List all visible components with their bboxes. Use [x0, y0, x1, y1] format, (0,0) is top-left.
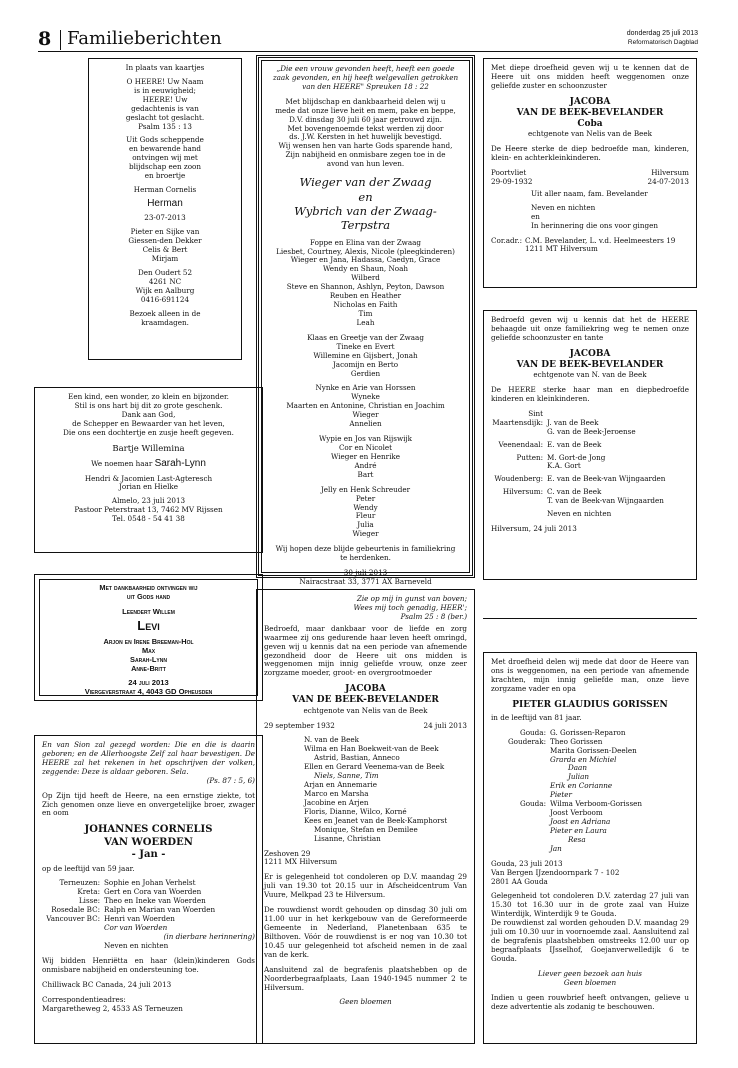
page-number: 8 — [38, 28, 52, 50]
ad-death-van-woerden — [34, 735, 263, 1044]
text-line: Stil is ons hart bij dit zo grote geschenk. — [74, 400, 223, 410]
family-names: Sophie en Johan Verhelst — [104, 878, 196, 888]
ad-text — [42, 393, 255, 438]
text-line: C.M. Bevelander, L. v.d. Heelmeesters 19 — [525, 235, 676, 245]
bible-quote: „Die een vrouw gevonden heeft, heeft een goede zaak gevonden, en hij heeft welgevallen getrokken van den HEERE" Spreuken 18 : 22 — [272, 64, 459, 91]
family-row — [491, 454, 689, 463]
text-line: geslacht tot geslacht. — [125, 112, 205, 122]
family-place — [505, 836, 550, 845]
text-line: Giessen-den Dekker — [128, 236, 202, 246]
bible-quote: En van Sion zal gezegd worden: Die en die is daarin geboren; en de Allerhoogste Zelf zal haar bevestigen. De HEERE zal het rekenen in het opschrijven der volken, zeggende: Deze is aldaar geboren. Sela. — [42, 740, 255, 776]
family-place: Woudenberg: — [494, 474, 543, 484]
text-line: 4261 NC — [148, 276, 182, 286]
ad-place: Hilversum, 24 juli 2013 — [491, 524, 577, 534]
text-line: te herdenken. — [340, 553, 391, 563]
text-line: Zeshoven 29 — [264, 848, 311, 858]
text-line: Arjon en Irene Breeman-Hol — [103, 636, 194, 646]
text-line: Neven en nichten — [531, 202, 596, 212]
ad-death-gorissen — [483, 652, 697, 1044]
life-dates — [264, 722, 467, 731]
family-names: Neven en nichten — [104, 940, 169, 950]
family-names: Cor van Woerden — [104, 923, 168, 933]
family-place — [491, 497, 547, 506]
deceased-callname: - Jan - — [131, 849, 166, 861]
birth-date: 29 september 1932 — [264, 720, 335, 730]
family-place — [491, 428, 547, 437]
family-row — [491, 441, 689, 450]
family-names: Grarda en Michiel — [550, 754, 617, 764]
text-line: Peter — [355, 493, 376, 503]
family-names: (in dierbare herinnering) — [163, 932, 255, 941]
text-line: en bewarende hand — [128, 144, 202, 154]
family-place — [42, 933, 104, 942]
ad-age: op de leeftijd van 59 jaar. — [42, 863, 135, 873]
family-names: Wilma Verboom-Gorissen — [550, 799, 643, 809]
family-place: Putten: — [516, 452, 543, 462]
family-place — [505, 747, 550, 756]
family-names: Pieter en Laura — [550, 825, 607, 835]
family-row — [505, 836, 689, 845]
family-names: E. van de Beek-van Wijngaarden — [547, 474, 666, 484]
ad-date: 30 juli 2013 — [343, 568, 388, 578]
spouse-line: echtgenote van N. van de Beek — [533, 370, 647, 380]
ad-body — [268, 98, 463, 169]
family-place: Gouderak: — [507, 736, 546, 746]
family-place — [505, 827, 550, 836]
text-line: Zijn nabijheid en onmisbare zegen toe in de — [285, 150, 446, 160]
correspondence-address — [525, 237, 689, 255]
ad-address: Nairacstraat 33, 3771 AX Barneveld — [299, 576, 432, 586]
bible-quote — [264, 595, 467, 622]
deceased-surname: VAN DE BEEK-BEVELANDER — [292, 695, 439, 706]
text-line: Jacomijn en Berto — [332, 359, 399, 369]
family-names: G. Gorissen-Reparon — [550, 727, 626, 737]
death-place: Hilversum — [651, 168, 689, 177]
family-member: Wilma en Han Boekweit-van de Beek — [304, 744, 439, 754]
ad-death-jacoba-family — [256, 589, 475, 1044]
text-line: Sarah-Lynn — [130, 655, 167, 665]
header-divider — [60, 30, 61, 50]
family-row — [491, 497, 689, 506]
text-line: In herinnering die ons voor gingen — [531, 220, 658, 230]
text-line: Hendri & Jacomien Last-Agteresch — [84, 473, 213, 483]
family-list — [491, 190, 689, 231]
ad-body: Bedroefd geven wij u kennis dat het de HEERE behaagde uit onze familiekring weg te nemen onze geliefde schoonzuster en tante — [491, 315, 689, 342]
section-title: Familieberichten — [67, 28, 222, 49]
text-line: en — [531, 211, 540, 221]
ad-closing: Wij bidden Henriëtta en haar (klein)kinderen Gods onmisbare nabijheid en ondersteuning toe. — [42, 955, 255, 974]
deceased-surname: VAN DE BEEK-BEVELANDER — [516, 107, 664, 118]
text-line: Van Bergen IJzendoornpark 7 - 102 — [491, 867, 620, 877]
text-line: Terpstra — [340, 218, 391, 233]
ad-address: Viergeverstraat 4, 4043 GD Opheusden — [84, 686, 213, 696]
text-line: Uit aller naam, fam. Bevelander — [531, 188, 648, 198]
text-line: 2801 AA Gouda — [491, 876, 548, 886]
couple-names — [268, 175, 463, 233]
ad-birth-herman — [88, 58, 242, 360]
family-list — [268, 435, 463, 480]
correspondence-label: Cor.adr.: — [491, 235, 522, 245]
text-line: Wieger en Jana, Hadassa, Caedyn, Grace — [290, 255, 441, 265]
ad-closing — [268, 545, 463, 563]
text-line: Nynke en Arie van Horssen — [315, 383, 416, 393]
family-row — [491, 462, 689, 471]
ad-address — [264, 850, 467, 868]
text-line: en broertje — [144, 171, 186, 181]
family-member: Niels, Sanne, Tim — [314, 771, 379, 781]
text-line: Reuben en Heather — [329, 291, 402, 301]
ad-birth-sarah-lynn — [34, 387, 263, 553]
text-line: Wypie en Jos van Rijswijk — [319, 434, 412, 444]
text-line: Leah — [356, 317, 375, 327]
text-line: 1211 MX Hilversum — [264, 857, 338, 867]
family-place: Sint — [528, 408, 543, 418]
text-line: Wendy en Shaun, Noah — [323, 264, 408, 274]
text-line: Wees mij toch genadig, HEER'; — [353, 602, 467, 612]
text-line: Klaas en Greetje van der Zwaag — [307, 332, 424, 342]
text-line: Wilberd — [351, 273, 380, 283]
text-line: Wieger en Henrike — [330, 451, 401, 461]
text-line: gedachtenis is van — [131, 103, 199, 113]
call-name-prefix: We noemen haar — [91, 459, 155, 469]
family-row — [491, 475, 689, 484]
family-place: Vancouver BC: — [46, 914, 100, 924]
ad-closing: Geen bloemen — [339, 997, 392, 1007]
family-row — [491, 428, 689, 437]
text-line: Wendy — [353, 502, 378, 512]
text-line: Gerdien — [350, 368, 381, 378]
text-line: André — [354, 460, 377, 470]
correspondence-address: Margaretheweg 2, 4533 AS Terneuzen — [42, 1003, 183, 1013]
text-line: Celis & Bert — [142, 245, 188, 255]
call-name — [42, 458, 255, 470]
ad-text — [44, 583, 253, 601]
deceased-name: JOHANNES CORNELIS — [84, 824, 213, 836]
correspondence-label: Correspondentieadres: — [42, 994, 126, 1004]
family-names: C. van de Beek — [547, 487, 602, 497]
text-line: Met blijdschap en dankbaarheid delen wij u — [285, 96, 446, 106]
text-line: Wieger van der Zwaag — [299, 175, 432, 190]
family-names: Neven en nichten — [547, 509, 612, 519]
family-place: Gouda: — [519, 727, 546, 737]
ad-paragraph: De rouwdienst zal worden gehouden D.V. maandag 29 juli om 10.30 uur in voornoemde zaal. Aansluitend zal de begrafenis plaatshebben omstreeks 12.00 uur op begraafplaats IJsselhof, Goejanverwelledijk 6 te Gouda. — [491, 918, 689, 963]
text-line: D.V. dinsdag 30 juli 60 jaar getrouwd zijn. — [289, 114, 442, 124]
text-line: Geen bloemen — [563, 977, 617, 987]
family-place — [505, 809, 550, 818]
text-line: Bart — [357, 469, 374, 479]
text-line: Liesbet, Courtney, Alexis, Nicole (pleegkinderen) — [276, 246, 455, 256]
text-line: Tim — [358, 309, 373, 319]
text-line: Jorian en Hielke — [118, 482, 179, 492]
header-date: donderdag 25 juli 2013 — [626, 30, 698, 37]
deceased-name: PIETER GLAUDIUS GORISSEN — [512, 699, 668, 710]
ad-body: Op Zijn tijd heeft de Heere, na een ernstige ziekte, tot Zich genomen onze lieve en onvergetelijke broer, zwager en oom — [42, 790, 255, 818]
family-place: Lisse: — [78, 896, 100, 906]
child-name: Bartje Willemina — [112, 443, 185, 454]
text-line: Pastoor Peterstraat 13, 7462 MV Rijssen — [74, 505, 223, 515]
family-names: Theo Gorissen — [550, 736, 603, 746]
text-line: avond van hun leven. — [326, 159, 405, 169]
family-names: G. van de Beek-Jeroense — [547, 426, 636, 436]
family-place: Hilversum: — [502, 487, 543, 497]
text-line: Wij hopen deze blijde gebeurtenis in familiekring — [275, 544, 456, 554]
spouse-line: echtgenote van Nelis van de Beek — [528, 129, 652, 139]
ad-place: Chilliwack BC Canada, 24 juli 2013 — [42, 979, 172, 989]
text-line: Pieter en Sijke van — [130, 227, 200, 237]
family-member: Marco en Marsha — [304, 788, 369, 798]
text-line: Annelien — [349, 419, 382, 429]
family-names: Erik en Corianne — [550, 781, 613, 791]
ad-closing — [491, 970, 689, 988]
family-place: Terneuzen: — [59, 878, 100, 888]
family-place — [491, 510, 547, 519]
text-line: Wyneke — [351, 392, 380, 402]
family-list — [268, 239, 463, 328]
family-place — [505, 818, 550, 827]
text-line: Die ons een dochtertje en zusje heeft gegeven. — [63, 427, 234, 437]
family-member: Astrid, Bastian, Anneco — [314, 753, 400, 763]
text-line: Met dankbaarheid ontvingen wij — [99, 583, 198, 592]
text-line: mede dat onze lieve heit en mem, pake en beppe, — [275, 105, 456, 115]
birth-place: Poortvliet — [491, 168, 527, 177]
text-line: Cor en Nicolet — [338, 443, 393, 452]
family-place: Veenendaal: — [498, 439, 543, 449]
family-list — [264, 736, 467, 843]
text-line: Wijk en Aalburg — [135, 285, 195, 295]
text-line: Psalm 25 : 8 (ber.) — [400, 611, 467, 621]
family-member: Lisanne, Christian — [314, 833, 381, 843]
ad-paragraph: De Heere sterke de diep bedroefde man, kinderen, klein- en achterkleinkinderen. — [491, 144, 689, 163]
ad-birth-levi — [34, 574, 263, 701]
ad-text — [42, 475, 255, 525]
ad-paragraph: De HEERE sterke haar man en diepbedroefde kinderen en kleinkinderen. — [491, 385, 689, 403]
family-list — [491, 729, 689, 854]
family-names: Julian — [568, 772, 590, 782]
text-line: Nicholas en Faith — [333, 300, 398, 310]
family-names: Jan — [550, 843, 562, 853]
ad-body: Met diepe droefheid geven wij u te kennen dat de Heere uit ons midden heeft weggenomen onze geliefde zuster en schoonzuster — [491, 63, 689, 90]
text-line: is in eeuwigheid; — [134, 85, 196, 95]
family-names: J. van de Beek — [547, 417, 599, 427]
family-names: T. van de Beek-van Wijngaarden — [547, 496, 664, 506]
family-place — [505, 756, 550, 765]
text-line: Dank aan God, — [121, 409, 176, 419]
text-line: Herman Cornelis — [133, 185, 197, 195]
family-row — [42, 942, 255, 951]
ad-paragraph: Gelegenheid tot condoleren D.V. zaterdag 27 juli van 15.30 tot 16.30 uur in de grote zaal van Huize Winterdijk, Winterdijk 9 te Gouda. — [491, 891, 689, 919]
ad-date: 24 juli 2013 — [128, 677, 169, 687]
ad-death-coba — [483, 58, 697, 288]
deceased-callname: Coba — [577, 119, 603, 130]
text-line: Jelly en Henk Schreuder — [320, 484, 411, 494]
text-line: blijdschap een zoon — [128, 162, 202, 172]
text-line: uit Gods hand — [126, 592, 171, 602]
family-names: Joost Verboom — [550, 808, 603, 818]
family-place — [505, 773, 550, 782]
family-member: N. van de Beek — [304, 735, 359, 745]
text-line: 0416-691124 — [140, 294, 190, 304]
deceased-surname: VAN DE BEEK-BEVELANDER — [516, 359, 664, 370]
text-line: Foppe en Elina van der Zwaag — [309, 237, 422, 247]
ad-text — [44, 637, 253, 674]
ad-paragraph: Aansluitend zal de begrafenis plaatshebben op de Noorderbegraafplaats, Laan 1940-1945 nummer 2 te Hilversum. — [264, 964, 467, 992]
text-line: O HEERE! Uw Naam — [126, 76, 204, 86]
family-list — [268, 334, 463, 379]
family-place: Gouda: — [519, 799, 546, 809]
text-line: Almelo, 23 juli 2013 — [111, 496, 186, 506]
ad-paragraph: Indien u geen rouwbrief heeft ontvangen, gelieve u deze advertentie als zodanig te beschouwen. — [491, 992, 689, 1011]
child-name: Herman — [147, 197, 183, 209]
family-place — [42, 924, 104, 933]
family-member: Ellen en Gerard Veenema-van de Beek — [304, 762, 445, 772]
ad-death-jacoba-inlaws — [483, 310, 697, 580]
deceased-name: JACOBA — [345, 684, 386, 695]
ad-body: Bedroefd, maar dankbaar voor de liefde en zorg waarmee zij ons gedurende haar leven heeft omringd, geven wij u kennis dat na een periode van afnemende gezondheid door de Heere uit ons midden is weggenomen mijn innig geliefde vrouw, onze zeer zorgzame moeder, groot- en overgrootmoeder — [264, 623, 467, 678]
deceased-name: JACOBA — [569, 96, 611, 107]
text-line: ontvingen wij met — [132, 153, 198, 163]
family-place: Kreta: — [77, 887, 100, 897]
ad-paragraph: De rouwdienst wordt gehouden op dinsdag 30 juli om 11.00 uur in het kerkgebouw van de Gereformeerde Gemeente in Nederland, Planetenbaan 635 te Bilthoven. Vóór de rouwdienst is er nog van 10.30 tot 10.45 uur gelegenheid tot afscheid nemen in de zaal van de kerk. — [264, 905, 467, 959]
text-line: Tel. 0548 - 54 41 38 — [112, 514, 185, 524]
text-line: Tineke en Evert — [336, 341, 395, 351]
family-place — [505, 764, 550, 773]
text-line: Willemine en Gijsbert, Jonah — [313, 350, 418, 360]
text-line: 23-07-2013 — [144, 213, 186, 223]
text-line: HEERE! Uw — [142, 94, 188, 104]
family-row — [505, 827, 689, 836]
text-line: Maarten en Antonine, Christian en Joachim — [286, 401, 445, 411]
child-name: Levi — [137, 617, 160, 633]
family-member: Kees en Jeanet van de Beek-Kamphorst — [304, 815, 448, 825]
ad-paragraph: Er is gelegenheid tot condoleren op D.V. maandag 29 juli van 19.30 tot 20.15 uur in Afscheidcentrum Van Vuure, Melkpad 23 te Hilversum. — [264, 872, 467, 900]
family-row — [505, 845, 689, 854]
text-line: 1211 MT Hilversum — [525, 244, 598, 254]
text-line: Fleur — [355, 511, 376, 521]
family-place: Maartensdijk: — [492, 417, 543, 427]
text-line: Uit Gods scheppende — [126, 135, 204, 145]
family-names: Resa — [568, 834, 586, 844]
family-row — [505, 764, 689, 773]
family-names: Theo en Ineke van Woerden — [104, 896, 206, 906]
dates-row — [491, 178, 689, 187]
spouse-line: echtgenote van Nelis van de Beek — [303, 705, 428, 715]
ad-text — [96, 64, 234, 195]
text-line: Wieger — [352, 410, 379, 420]
text-line: ds. J.W. Kersten in het huwelijk bevestigd. — [289, 132, 442, 142]
family-list — [42, 879, 255, 950]
header-paper: Reformatorisch Dagblad — [627, 39, 698, 46]
family-member: Floris, Dianne, Wilco, Korné — [304, 806, 407, 816]
family-member: Jacobine en Arjen — [304, 797, 369, 807]
family-names: Henri van Woerden — [104, 914, 175, 924]
deceased-surname: VAN WOERDEN — [104, 836, 193, 848]
family-list — [268, 486, 463, 540]
text-line: Max — [141, 646, 156, 656]
family-names: Ralph en Marian van Woerden — [104, 905, 216, 915]
family-list — [491, 410, 689, 519]
call-name-value: Sarah-Lynn — [154, 458, 206, 470]
family-names: Pieter — [550, 790, 572, 800]
text-line: Steve en Shannon, Ashlyn, Peyton, Dawson — [286, 282, 445, 292]
text-line: Met bovengenoemde tekst werden zij door — [287, 123, 444, 133]
family-row — [491, 510, 689, 519]
text-line: Wij wensen hen van harte Gods sparende hand, — [278, 141, 453, 151]
family-member: Arjan en Annemarie — [304, 780, 378, 790]
ad-anniversary-van-der-zwaag — [256, 55, 475, 586]
ad-inner-frame — [39, 579, 258, 696]
ad-address — [491, 860, 689, 887]
ad-inner-frame — [261, 60, 470, 586]
death-date: 24-07-2013 — [647, 176, 689, 186]
family-place — [491, 462, 547, 471]
text-line: en — [358, 189, 373, 204]
full-name: Leendert Willem — [122, 607, 175, 617]
ad-text — [96, 214, 234, 327]
family-names: E. van de Beek — [547, 439, 602, 449]
text-line: Wybrich van der Zwaag- — [294, 203, 437, 218]
family-names: Daan — [568, 763, 587, 773]
family-place — [505, 782, 550, 791]
family-place: Rosedale BC: — [51, 905, 100, 915]
header-rule — [38, 51, 698, 52]
deceased-name: JACOBA — [569, 348, 611, 359]
family-names: Gert en Cora van Woerden — [104, 887, 202, 897]
bible-ref: (Ps. 87 : 5, 6) — [206, 775, 255, 785]
text-line: kraamdagen. — [141, 317, 189, 327]
text-line: Gouda, 23 juli 2013 — [491, 858, 563, 868]
text-line: Psalm 135 : 13 — [138, 121, 192, 131]
text-line: Bezoek alleen in de — [129, 308, 201, 318]
family-place — [505, 845, 550, 854]
text-line: Wieger — [352, 529, 379, 539]
text-line: Liever geen bezoek aan huis — [538, 968, 642, 978]
text-line: Den Oudert 52 — [137, 267, 193, 277]
text-line: In plaats van kaartjes — [125, 63, 205, 72]
death-date: 24 juli 2013 — [423, 720, 467, 730]
family-names: Marita Gorissen-Deelen — [550, 745, 637, 755]
family-names: Joost en Adriana — [550, 816, 611, 826]
ad-age: in de leeftijd van 81 jaar. — [491, 712, 582, 722]
family-member: Monique, Stefan en Demilee — [314, 824, 418, 834]
text-line: Zie op mij in gunst van boven; — [356, 594, 467, 603]
text-line: Mirjam — [151, 254, 179, 264]
birth-date: 29-09-1932 — [491, 176, 533, 186]
text-line: Anne-Britt — [131, 664, 166, 674]
family-row — [505, 756, 689, 765]
column-rule — [483, 618, 697, 619]
text-line: Een kind, een wonder, zo klein en bijzonder. — [68, 392, 229, 401]
ad-body: Met droefheid delen wij mede dat door de Heere van ons is weggenomen, na een periode van afnemende krachten, mijn innig geliefde man, onze lieve zorgzame vader en opa — [491, 657, 689, 693]
text-line: de Schepper en Bewaarder van het leven, — [72, 418, 225, 428]
correspondence — [491, 237, 689, 255]
family-names: K.A. Gort — [547, 461, 581, 471]
family-names: M. Gort-de Jong — [547, 452, 606, 462]
text-line: Julia — [357, 520, 374, 530]
family-list — [268, 384, 463, 429]
family-place — [42, 942, 104, 951]
family-row — [505, 782, 689, 791]
